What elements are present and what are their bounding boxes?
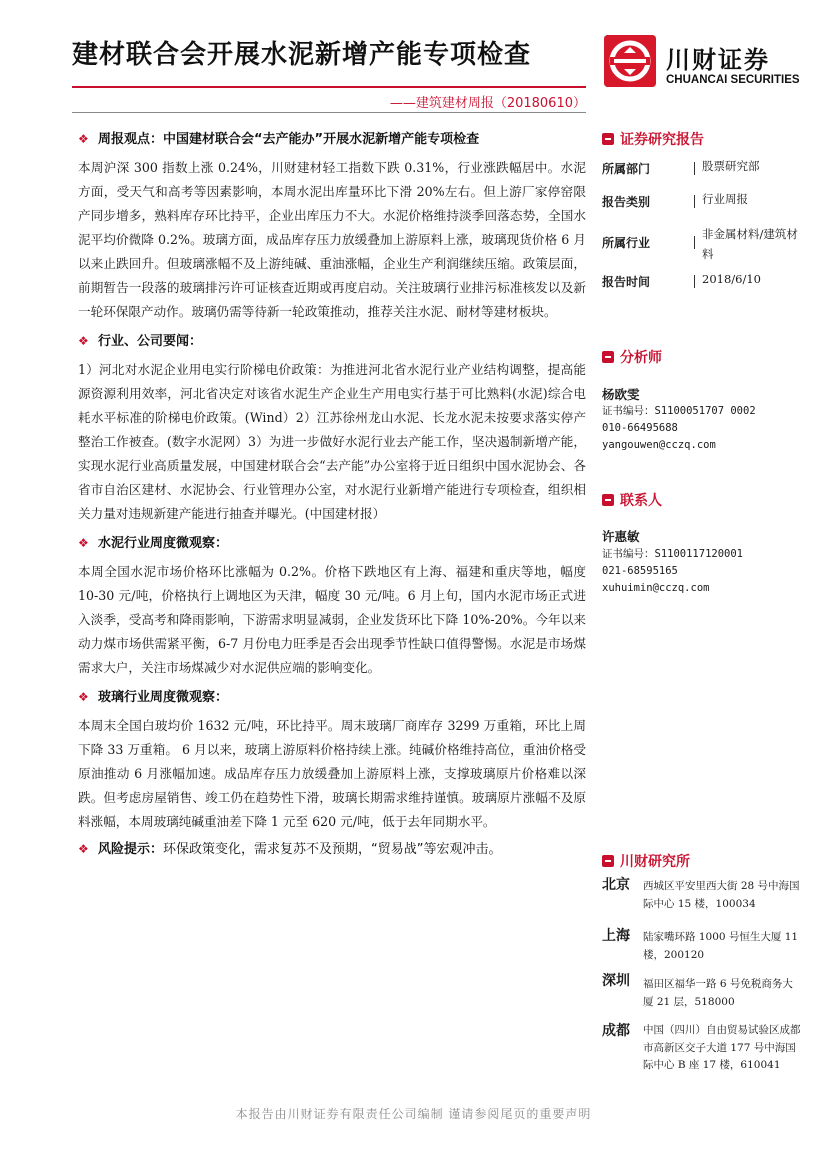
logo-text: 川财证券 [666, 46, 770, 74]
office-city-chengdu: 成都 [602, 1023, 630, 1039]
info-separator [694, 236, 695, 249]
diamond-bullet-icon: ❖ [78, 690, 89, 704]
report-subtitle: ——建筑建材周报（20180610） [389, 96, 586, 111]
cement-body: 本周全国水泥市场价格环比涨幅为 0.2%。价格下跌地区有上海、福建和重庆等地，幅度 10-30 元/吨，价格执行上调地区为天津，幅度 30 元/吨。6 月上旬，国内水泥市场正式进入淡季，受高考和降雨影响，下游需求明显减弱，企业发货环比下降 10%-20%。今年以来动力煤市场供需紧平衡，6-7 月份电力旺季是否会出现季节性缺口值得警惕。水泥是市场煤需求大户，关注市场煤减少对水泥供应端的影响变化。 [78, 564, 586, 675]
logo-subtext: CHUANCAI SECURITIES [666, 74, 800, 86]
section-marker-icon [602, 494, 614, 506]
section-marker-icon [602, 855, 614, 867]
diamond-bullet-icon: ❖ [78, 334, 89, 348]
main-content [78, 128, 586, 860]
section-marker-icon [602, 133, 614, 145]
risk-body: 环保政策变化，需求复苏不及预期，“贸易战”等宏观冲击。 [163, 842, 502, 857]
office-address-chengdu: 中国（四川）自由贸易试验区成都市高新区交子大道 177 号中海国际中心 B 座 17 楼，610041 [643, 1024, 801, 1071]
diamond-bullet-icon: ❖ [78, 842, 89, 856]
info-label-category: 报告类别 [602, 195, 651, 209]
info-label-department: 所属部门 [602, 162, 651, 176]
risk-label: 风险提示： [98, 842, 164, 857]
contact-email[interactable]: xuhuimin@cczq.com [602, 582, 710, 594]
sidebar-heading-institute: 川财研究所 [602, 851, 690, 871]
chuancai-logo-icon [604, 35, 656, 87]
office-city-shenzhen: 深圳 [602, 973, 630, 989]
analyst-name: 杨欧雯 [602, 387, 640, 402]
section-heading-industry-news: ❖ 行业、公司要闻： [78, 330, 586, 352]
info-value-department: 股票研究部 [702, 159, 760, 173]
info-separator [694, 275, 695, 288]
risk-warning [78, 838, 586, 860]
analyst-phone: 010-66495688 [602, 422, 678, 434]
info-separator [694, 162, 695, 175]
section-marker-icon [602, 351, 614, 363]
footer-disclaimer: 本报告由川财证券有限责任公司编制 谨请参阅尾页的重要声明 [235, 1107, 592, 1121]
section-heading-glass: ❖ 玻璃行业周度微观察： [78, 686, 586, 708]
office-address-shenzhen: 福田区福华一路 6 号免税商务大厦 21 层，518000 [643, 978, 793, 1008]
info-label-date: 报告时间 [602, 275, 651, 289]
info-separator [694, 195, 695, 208]
analyst-email[interactable]: yangouwen@cczq.com [602, 439, 716, 451]
header-divider-top [72, 86, 586, 88]
glass-body: 本周末全国白玻均价 1632 元/吨，环比持平。周末玻璃厂商库存 3299 万重箱，环比上周下降 33 万重箱。 6 月以来，玻璃上游原料价格持续上涨。纯碱价格维持高位，重油价格受原油推动 6 月涨幅加速。成品库存压力放缓叠加上游原料上涨，支撑玻璃原片价格难以深跌。但考虑房屋销售、竣工仍在趋势性下滑，玻璃长期需求维持谨慎。玻璃原片涨幅不及原料涨幅，本周玻璃纯碱重油差下降 1 元至 620 元/吨，低于去年同期水平。 [78, 718, 586, 829]
office-address-shanghai: 陆家嘴环路 1000 号恒生大厦 11 楼，200120 [643, 931, 799, 961]
analyst-cert: 证书编号：S1100051707 0002 [602, 405, 756, 417]
office-city-shanghai: 上海 [602, 928, 630, 944]
header-divider-bottom [72, 112, 586, 113]
info-value-category: 行业周报 [702, 192, 748, 206]
contact-cert: 证书编号：S1100117120001 [602, 548, 744, 560]
sidebar-heading-analyst: 分析师 [602, 347, 662, 367]
diamond-bullet-icon: ❖ [78, 536, 89, 550]
info-label-industry: 所属行业 [602, 236, 651, 250]
info-value-industry: 非金属材料/建筑材料 [702, 227, 798, 261]
sidebar-heading-report: 证券研究报告 [602, 129, 704, 149]
contact-phone: 021-68595165 [602, 565, 678, 577]
report-title: 建材联合会开展水泥新增产能专项检查 [72, 40, 532, 70]
weekly-view-body: 本周沪深 300 指数上涨 0.24%，川财建材轻工指数下跌 0.31%，行业涨跌幅居中。水泥方面，受天气和高考等因素影响，本周水泥出库量环比下滑 20%左右。但上游厂家停窑限产同步增多，熟料库存环比持平，企业出库压力不大。水泥价格维持淡季回落态势，全国水泥平均价微降 0.2%。玻璃方面，成品库存压力放缓叠加上游原料上涨，玻璃现货价格 6 月以来止跌回升。但玻璃涨幅不及上游纯碱、重油涨幅，企业生产利润继续压缩。政策层面，前期暂告一段落的玻璃排污许可证核查近期或再度启动。关注玻璃行业排污标准核发以及新一轮环保限产动作。玻璃仍需等待新一轮政策推动，推荐关注水泥、耐材等建材板块。 [78, 160, 586, 319]
section-heading-weekly-view: ❖ 周报观点：中国建材联合会“去产能办”开展水泥新增产能专项检查 [78, 128, 586, 150]
office-address-beijing: 西城区平安里西大街 28 号中海国际中心 15 楼，100034 [643, 880, 800, 910]
diamond-bullet-icon: ❖ [78, 132, 89, 146]
contact-name: 许惠敏 [602, 529, 640, 544]
section-heading-cement: ❖ 水泥行业周度微观察： [78, 532, 586, 554]
info-value-date: 2018/6/10 [702, 272, 761, 286]
industry-news-body: 1）河北对水泥企业用电实行阶梯电价政策：为推进河北省水泥行业产业结构调整，提高能源资源利用效率，河北省决定对该省水泥生产企业生产用电实行基于可比熟料(水泥)综合电耗水平标准的阶梯电价政策。(Wind）2）江苏徐州龙山水泥、长龙水泥未按要求落实停产整治工作被查。(数字水泥网）3）为进一步做好水泥行业去产能工作，坚决遏制新增产能，实现水泥行业高质量发展，中国建材联合会“去产能”办公室将于近日组织中国水泥协会、各省市自治区建材、水泥协会、行业管理办公室，对水泥行业新增产能进行专项检查，组织相关力量对违规新建产能进行抽查并曝光。(中国建材报） [78, 362, 586, 521]
office-city-beijing: 北京 [602, 877, 630, 893]
sidebar-heading-contact: 联系人 [602, 490, 662, 510]
